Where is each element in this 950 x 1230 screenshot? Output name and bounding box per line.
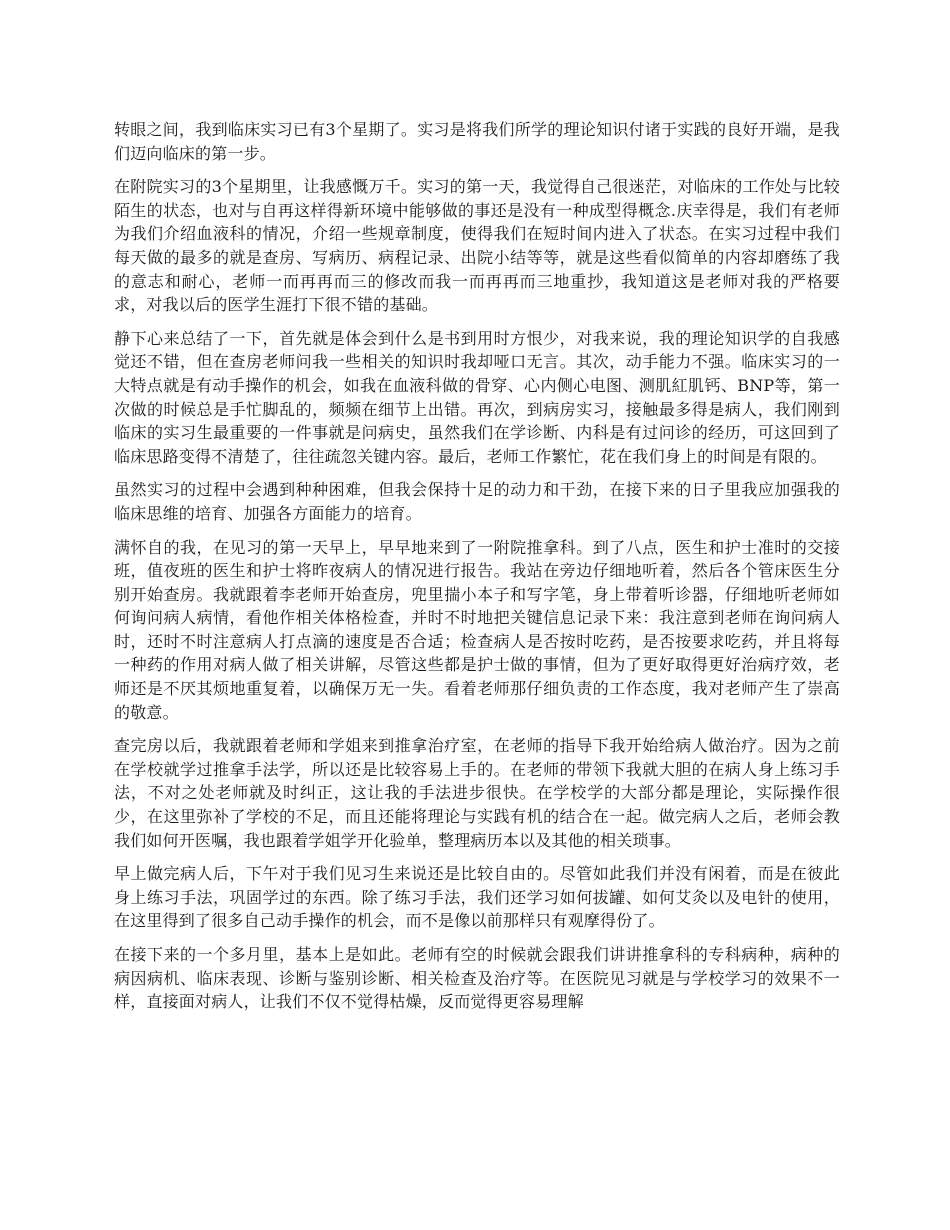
document-page [114,118,840,1024]
paragraph-5: 满怀自的我，在见习的第一天早上，早早地来到了一附院推拿科。到了八点，医生和护士准时的交接班，值夜班的医生和护士将昨夜病人的情况进行报告。我站在旁边仔细地听着，然后各个管床医生分别开始查房。我就跟着李老师开始查房，兜里揣小本子和写字笔，身上带着听诊器，仔细地听老师如何询问病人病情，看他作相关体格检查，并时不时地把关键信息记录下来：我注意到老师在询问病人时，还时不时注意病人打点滴的速度是否合适；检查病人是否按时吃药，是否按要求吃药，并且将每一种药的作用对病人做了相关讲解，尽管这些都是护士做的事情，但为了更好取得更好治病疗效，老师还是不厌其烦地重复着，以确保万无一失。看着老师那仔细负责的工作态度，我对老师产生了崇高的敬意。 [114,537,840,722]
paragraph-8: 在接下来的一个多月里，基本上是如此。老师有空的时候就会跟我们讲讲推拿科的专科病种，病种的病因病机、临床表现、诊断与鉴别诊断、相关检查及治疗等。在医院见习就是与学校学习的效果不一样，直接面对病人，让我们不仅不觉得枯燥，反而觉得更容易理解 [114,945,840,1012]
paragraph-4: 虽然实习的过程中会遇到种种困难，但我会保持十足的动力和干劲，在接下来的日子里我应加强我的临床思维的培育、加强各方面能力的培育。 [114,480,840,523]
paragraph-7: 早上做完病人后，下午对于我们见习生来说还是比较自由的。尽管如此我们并没有闲着，而是在彼此身上练习手法，巩固学过的东西。除了练习手法，我们还学习如何拔罐、如何艾灸以及电针的使用，在这里得到了很多自己动手操作的机会，而不是像以前那样只有观摩得份了。 [114,864,840,931]
paragraph-3: 静下心来总结了一下，首先就是体会到什么是书到用时方恨少，对我来说，我的理论知识学的自我感觉还不错，但在查房老师问我一些相关的知识时我却哑口无言。其次，动手能力不强。临床实习的一大特点就是有动手操作的机会，如我在血液科做的骨穿、心内侧心电图、测肌紅肌钙、BNP等，第一次做的时候总是手忙脚乱的，频频在细节上出错。再次，到病房实习，接触最多得是病人，我们刚到临床的实习生最重要的一件事就是问病史，虽然我们在学诊断、内科是有过问诊的经历，可这回到了临床思路变得不清楚了，往往疏忽关键内容。最后，老师工作繁忙，花在我们身上的时间是有限的。 [114,328,840,466]
paragraph-6: 查完房以后，我就跟着老师和学姐来到推拿治疗室，在老师的指导下我开始给病人做治疗。因为之前在学校就学过推拿手法学，所以还是比较容易上手的。在老师的带领下我就大胆的在病人身上练习手法，不对之处老师就及时纠正，这让我的手法进步很快。在学校学的大部分都是理论，实际操作很少，在这里弥补了学校的不足，而且还能将理论与实践有机的结合在一起。做完病人之后，老师会教我们如何开医嘱，我也跟着学姐学开化验单，整理病历本以及其他的相关琐事。 [114,736,840,850]
paragraph-1: 转眼之间，我到临床实习已有3个星期了。实习是将我们所学的理论知识付诸于实践的良好开端，是我们迈向临床的第一步。 [114,120,840,163]
paragraph-2: 在附院实习的3个星期里，让我感慨万千。实习的第一天，我觉得自己很迷茫，对临床的工作处与比较陌生的状态，也对与自再这样得新环境中能够做的事还是没有一种成型得概念.庆幸得是，我们有老师为我们介绍血液科的情况，介绍一些规章制度，使得我们在短时间内进入了状态。在实习过程中我们每天做的最多的就是查房、写病历、病程记录、出院小结等等，就是这些看似简单的内容却磨练了我的意志和耐心，老师一而再再而三的修改而我一而再再而三地重抄，我知道这是老师对我的严格要求，对我以后的医学生涯打下很不错的基础。 [114,177,840,315]
